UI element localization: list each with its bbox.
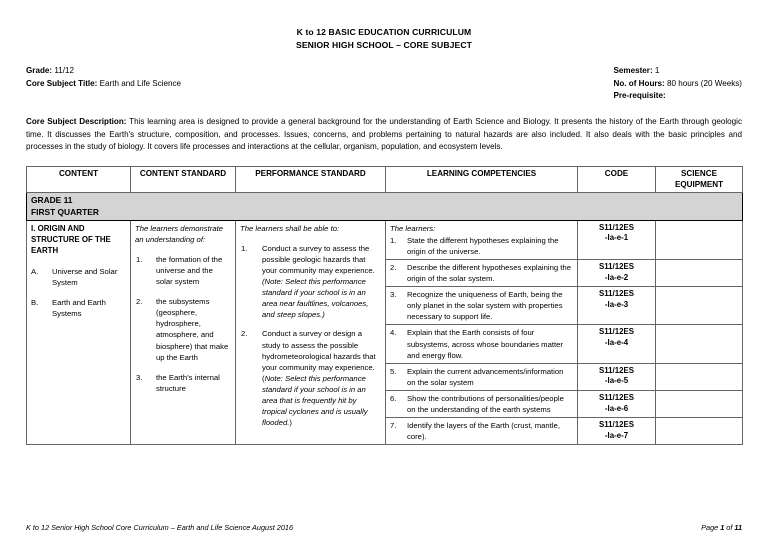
learning-competency-cell [386,287,578,325]
list-marker: 4. [390,328,397,338]
document-title-line2: SENIOR HIGH SCHOOL – CORE SUBJECT [296,39,472,50]
curriculum-table-wrapper [26,166,742,445]
competency-code-prefix: S11/12ES [598,261,635,271]
content-standard-cell [131,220,236,445]
competency-code-cell [578,220,656,259]
footer-page-total: 11 [734,523,742,532]
learning-competency-cell [386,259,578,286]
competency-item [390,393,573,415]
column-header-science-equipment: SCIENCE EQUIPMENT [656,167,743,193]
performance-standard-list [240,243,381,429]
competency-item [390,366,573,388]
prerequisite-line [614,90,743,102]
competency-code-cell [578,390,656,417]
learning-competency-cell [386,418,578,445]
competency-code-suffix: -Ia-e-6 [604,403,629,413]
core-subject-description [26,116,742,153]
list-text: Earth and Earth Systems [52,297,106,318]
content-item-list [31,266,126,319]
competency-code-suffix: -Ia-e-1 [604,233,629,243]
footer-left-text: K to 12 Senior High School Core Curriculum – Earth and Life Science August 2016 [26,523,294,532]
competency-code-prefix: S11/12ES [598,327,635,337]
list-marker: 1. [241,243,248,253]
list-marker: B. [31,297,39,307]
core-subject-title-value: Earth and Life Science [99,78,182,88]
list-item [240,328,381,428]
list-item [135,296,231,363]
grade-quarter-banner-cell [27,193,743,220]
science-equipment-cell [656,220,743,259]
competency-code-cell [578,363,656,390]
grade-value: 11/12 [54,66,74,76]
page-footer [26,523,742,532]
document-title [26,0,742,51]
list-text-tail: ) [289,418,292,428]
competency-code-prefix: S11/12ES [598,420,635,430]
grade-quarter-banner [27,193,743,220]
curriculum-table [26,166,743,445]
list-marker: 2. [241,329,248,339]
semester-line [614,65,743,77]
column-header-content-standard: CONTENT STANDARD [131,167,236,193]
table-row [27,220,743,259]
learning-competency-cell [386,390,578,417]
competency-text: Recognize the uniqueness of Earth, being the only planet in the solar system with properties necessary to support life. [407,290,563,322]
content-topic-title: I. ORIGIN AND STRUCTURE OF THE EARTH [31,223,111,256]
list-item [31,297,126,319]
list-marker: 2. [136,297,143,307]
science-equipment-cell [656,363,743,390]
performance-standard-cell [236,220,386,445]
competency-code-cell [578,418,656,445]
list-text-note: (Note: Select this performance standard if your school is in an area near faultlines, volcanoes, and steep slopes.) [262,277,369,320]
hours-line [614,78,743,90]
list-marker: 1. [390,235,397,245]
list-text: the Earth's internal structure [156,372,220,393]
competencies-lead: The learners: [390,223,436,233]
competency-code-suffix: -Ia-e-7 [604,430,629,440]
grade-label: Grade: [26,66,53,76]
grade-line [26,65,181,77]
competency-text: State the different hypotheses explaining the origin of the universe. [407,235,559,256]
list-text: Conduct a survey or design a study to assess the possible hydrometeorological hazards that your community may experience. ( [262,329,376,383]
content-standard-lead: The learners demonstrate an understanding of: [135,223,224,244]
list-text: the subsystems (geosphere, hydrosphere, atmosphere, and biosphere) that make up the Earth [156,297,229,362]
science-equipment-cell [656,325,743,363]
list-text: Conduct a survey to assess the possible geologic hazards that your community may experience. [262,243,375,275]
subject-meta-right [614,65,743,102]
competency-code-suffix: -Ia-e-4 [604,338,629,348]
column-header-content: CONTENT [27,167,131,193]
list-marker: 2. [390,262,397,272]
footer-page-indicator [701,523,742,532]
core-subject-description-label: Core Subject Description: [26,117,127,127]
competency-text: Identify the layers of the Earth (crust, mantle, core). [407,421,560,442]
list-marker: 6. [390,393,397,403]
competency-code-prefix: S11/12ES [598,392,635,402]
competency-item [390,327,573,360]
subject-meta [26,65,742,102]
core-subject-title-line [26,78,181,90]
document-title-line1: K to 12 BASIC EDUCATION CURRICULUM [296,27,472,37]
competency-code-cell [578,287,656,325]
core-subject-title-label: Core Subject Title: [26,78,98,88]
column-header-code: CODE [578,167,656,193]
science-equipment-cell [656,418,743,445]
competency-code-suffix: -Ia-e-5 [604,376,629,386]
core-subject-description-text: This learning area is designed to provide a general background for the understanding of Earth Science and Biology. It presents the history of the Earth through geologic time. It discusses the Earth's structure, composition, and processes. Issues, concerns, and problems pertaining to natural hazards are also included. It also deals with the basic principles and processes in the study of biology. It covers life processes and interactions at the cellular, organism, population, and ecosystem levels. [26,117,743,151]
learning-competency-cell [386,325,578,363]
column-header-performance-standard: PERFORMANCE STANDARD [236,167,386,193]
competency-code-cell [578,325,656,363]
list-text-note: Note: Select this performance standard if your school is in an area that is frequently hit by tropical cyclones and is usually flooded. [262,373,368,428]
hours-label: No. of Hours: [613,78,665,88]
semester-value: 1 [654,66,660,76]
prerequisite-label: Pre-requisite: [613,91,666,100]
competency-code-prefix: S11/12ES [598,289,635,299]
competency-text: Describe the different hypotheses explaining the origin of the solar system. [407,262,571,284]
science-equipment-cell [656,390,743,417]
list-marker: 7. [390,421,397,431]
list-text: Universe and Solar System [52,266,118,287]
list-item [240,243,381,321]
competency-item [390,262,573,284]
footer-page-prefix: Page [701,523,721,532]
hours-value: 80 hours (20 Weeks) [667,78,742,88]
footer-page-mid: of [724,523,735,532]
competency-text: Explain that the Earth consists of four subsystems, across whose boundaries matter and energy flow. [407,328,563,360]
subject-meta-left [26,65,181,90]
science-equipment-cell [656,287,743,325]
semester-label: Semester: [613,66,653,76]
grade-banner-grade: GRADE 11 [31,195,73,206]
competency-code-suffix: -Ia-e-2 [604,272,629,282]
competency-item [390,289,573,322]
grade-banner-quarter: FIRST QUARTER [31,206,99,217]
learning-competency-cell [386,363,578,390]
content-cell [27,220,131,445]
list-item [135,254,231,287]
list-text: the formation of the universe and the solar system [156,254,223,287]
list-marker: A. [31,266,39,276]
competency-text: Explain the current advancements/information on the solar system [407,366,564,387]
competency-code-suffix: -Ia-e-3 [604,299,629,309]
column-header-learning-competencies: LEARNING COMPETENCIES [386,167,578,193]
list-marker: 3. [390,290,397,300]
list-marker: 3. [136,372,143,382]
footer-page-number: 1 [720,523,725,532]
competency-code-prefix: S11/12ES [598,365,635,375]
table-header-row [27,167,743,193]
list-marker: 5. [390,366,397,376]
list-marker: 1. [136,254,143,264]
competency-item [390,420,573,442]
competency-text: Show the contributions of personalities/people on the understanding of the earth systems [407,393,564,415]
performance-standard-lead: The learners shall be able to: [240,223,340,233]
science-equipment-cell [656,259,743,286]
content-standard-list [135,254,231,394]
competency-item [390,235,573,257]
list-item [135,372,231,394]
competency-code-cell [578,259,656,286]
list-item [31,266,126,288]
learning-competency-cell [386,220,578,259]
competency-code-prefix: S11/12ES [598,222,635,232]
